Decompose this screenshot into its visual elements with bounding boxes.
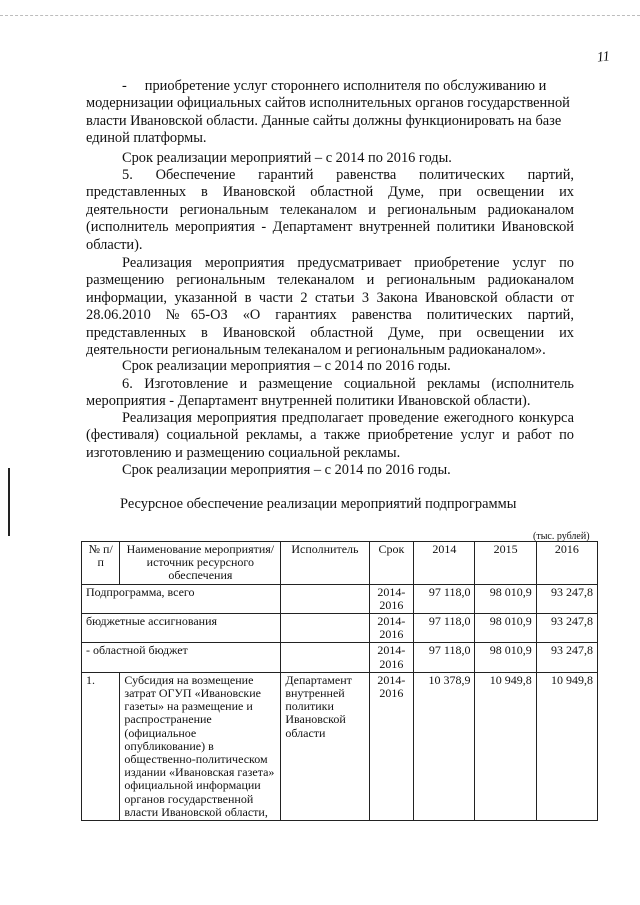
- paragraph-item-6: 6. Изготовление и размещение социальной рекламы (исполнитель мероприятия - Департамент внутренней политики Ивановской области).: [86, 376, 574, 410]
- paragraph-term-2: Срок реализации мероприятия – с 2014 по 2016 годы.: [122, 358, 451, 374]
- row-period: 2014-2016: [369, 614, 414, 643]
- item-number: 1.: [82, 672, 120, 820]
- item-period: 2014-2016: [369, 672, 414, 820]
- row-value-2014: 97 118,0: [414, 643, 475, 672]
- row-value-2016: 93 247,8: [536, 584, 597, 613]
- row-period: 2014-2016: [369, 643, 414, 672]
- item-value-2016: 10 949,8: [536, 672, 597, 820]
- row-label: Подпрограмма, всего: [82, 584, 281, 613]
- item-value-2015: 10 949,8: [475, 672, 536, 820]
- units-note: (тыс. рублей): [533, 531, 590, 542]
- resource-table: [81, 541, 598, 821]
- header-2015: 2015: [475, 542, 536, 585]
- row-executor: [281, 584, 369, 613]
- row-value-2015: 98 010,9: [475, 643, 536, 672]
- row-executor: [281, 643, 369, 672]
- row-value-2014: 97 118,0: [414, 584, 475, 613]
- table-row: [82, 643, 598, 672]
- row-period: 2014-2016: [369, 584, 414, 613]
- paragraph-item-5: 5. Обеспечение гарантий равенства политических партий, представленных в Ивановской областной Думе, при освещении их деятельности региональным телеканалом и региональным радиоканалом (исполнитель мероприятия - Департамент внутренней политики Ивановской области).: [86, 167, 574, 253]
- table-header-row: [82, 542, 598, 585]
- table-row: [82, 584, 598, 613]
- paragraph-site-services: - приобретение услуг стороннего исполнителя по обслуживанию и модернизации официальных сайтов исполнительных органов государственной власти Ивановской области. Данные сайты должны функционировать на базе единой платформы.: [86, 78, 570, 147]
- row-value-2016: 93 247,8: [536, 614, 597, 643]
- row-value-2015: 98 010,9: [475, 584, 536, 613]
- page-number: 11: [596, 49, 611, 66]
- header-number: № п/п: [82, 542, 120, 585]
- paragraph-term-1: Срок реализации мероприятий – с 2014 по 2016 годы.: [122, 150, 452, 166]
- header-2016: 2016: [536, 542, 597, 585]
- header-name: Наименование мероприятия/ источник ресурсного обеспечения: [120, 542, 281, 585]
- paragraph-item-6-implementation: Реализация мероприятия предполагает проведение ежегодного конкурса (фестиваля) социальной рекламы, а также приобретение услуг и работ по изготовлению и размещению социальной рекламы.: [86, 410, 574, 461]
- table-row: [82, 614, 598, 643]
- row-value-2015: 98 010,9: [475, 614, 536, 643]
- paragraph-item-5-implementation: Реализация мероприятия предусматривает приобретение услуг по размещению региональным телеканалом и региональным радиоканалом информации, указанной в части 2 статьи 3 Закона Ивановской области от 28.06.2010 №65-ОЗ «О гарантиях равенства политических партий, представленных в Ивановской областной Думе, при освещении их деятельности региональным телеканалом и региональным радиоканалом».: [86, 255, 574, 359]
- header-executor: Исполнитель: [281, 542, 369, 585]
- section-title: Ресурсное обеспечение реализации мероприятий подпрограммы: [120, 496, 517, 512]
- row-value-2016: 93 247,8: [536, 643, 597, 672]
- row-executor: [281, 614, 369, 643]
- scan-margin-mark: [8, 468, 10, 536]
- paragraph-term-3: Срок реализации мероприятия – с 2014 по 2016 годы.: [122, 462, 451, 478]
- row-label: - областной бюджет: [82, 643, 281, 672]
- table-row-item-1: [82, 672, 598, 820]
- row-label: бюджетные ассигнования: [82, 614, 281, 643]
- item-value-2014: 10 378,9: [414, 672, 475, 820]
- header-term: Срок: [369, 542, 414, 585]
- row-value-2014: 97 118,0: [414, 614, 475, 643]
- scan-edge-line: [0, 15, 640, 16]
- item-name: Субсидия на возмещение затрат ОГУП «Ивановские газеты» на размещение и распространение (официальное опубликование) в общественно-политическом издании «Ивановская газета» официальной информации органов государственной власти Ивановской области,: [120, 672, 281, 820]
- header-2014: 2014: [414, 542, 475, 585]
- item-executor: Департамент внутренней политики Ивановской области: [281, 672, 369, 820]
